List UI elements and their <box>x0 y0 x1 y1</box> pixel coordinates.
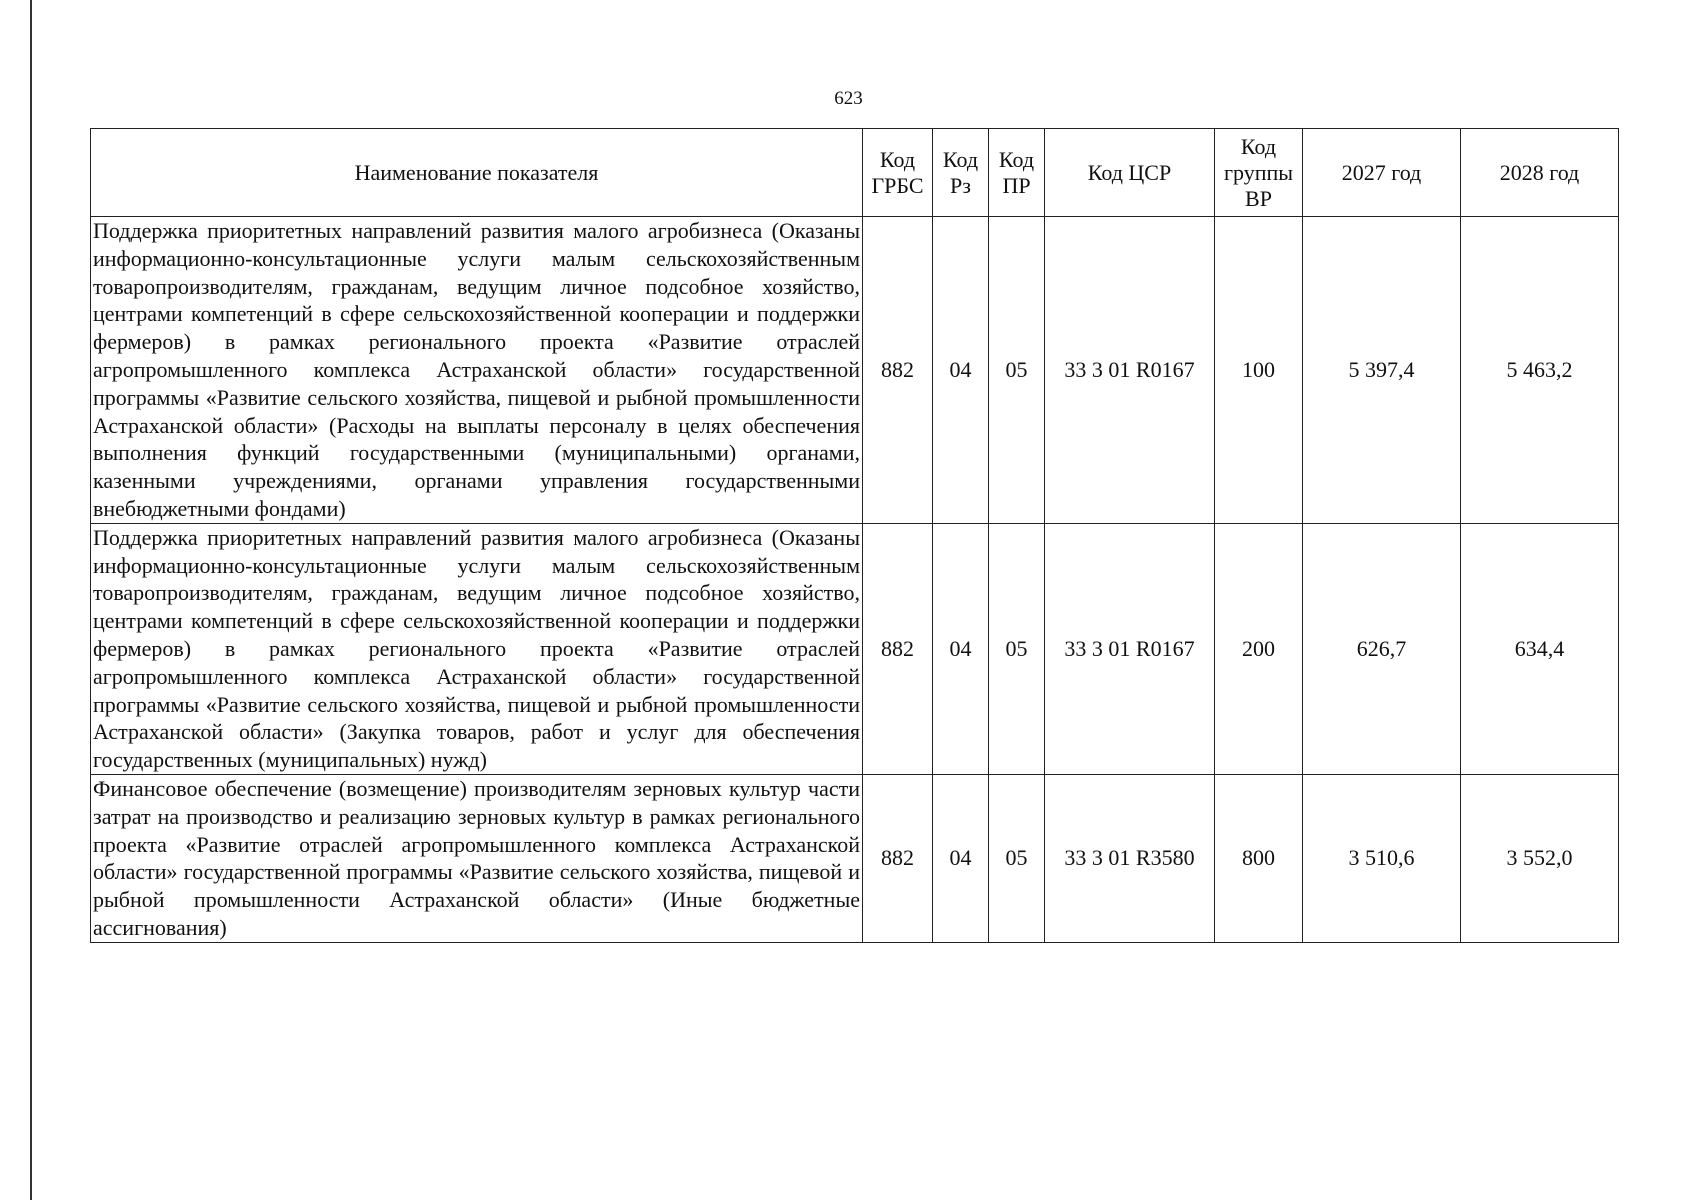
cell-name: Поддержка приоритетных направлений развития малого агробизнеса (Оказаны информационно-консультационные услуги малым сельскохозяйственным товаропроизводителям, гражданам, ведущим личное подсобное хозяйство, центрами компетенций в сфере сельскохозяйственной кооперации и поддержки фермеров) в рамках регионального проекта «Развитие отраслей агропромышленного комплекса Астраханской области» государственной программы «Развитие сельского хозяйства, пищевой и рыбной промышленности Астраханской области» (Закупка товаров, работ и услуг для обеспечения государственных (муниципальных) нужд) <box>91 523 863 774</box>
cell-rz: 04 <box>933 523 989 774</box>
cell-2027: 5 397,4 <box>1303 217 1461 524</box>
cell-2027: 3 510,6 <box>1303 774 1461 942</box>
page-number: 623 <box>834 88 863 109</box>
table-header-row <box>91 129 1619 217</box>
cell-csr: 33 3 01 R0167 <box>1045 217 1215 524</box>
table-row <box>91 774 1619 942</box>
cell-vr: 800 <box>1215 774 1303 942</box>
cell-2028: 3 552,0 <box>1461 774 1619 942</box>
table-row <box>91 217 1619 524</box>
header-grbs: Код ГРБС <box>863 129 933 217</box>
header-2027: 2027 год <box>1303 129 1461 217</box>
cell-name: Финансовое обеспечение (возмещение) производителям зерновых культур части затрат на производство и реализацию зерновых культур в рамках регионального проекта «Развитие отраслей агропромышленного комплекса Астраханской области» государственной программы «Развитие сельского хозяйства, пищевой и рыбной промышленности Астраханской области» (Иные бюджетные ассигнования) <box>91 774 863 942</box>
header-rz: Код Рз <box>933 129 989 217</box>
cell-2028: 5 463,2 <box>1461 217 1619 524</box>
cell-vr: 200 <box>1215 523 1303 774</box>
cell-2027: 626,7 <box>1303 523 1461 774</box>
cell-grbs: 882 <box>863 774 933 942</box>
cell-grbs: 882 <box>863 217 933 524</box>
cell-csr: 33 3 01 R3580 <box>1045 774 1215 942</box>
cell-grbs: 882 <box>863 523 933 774</box>
cell-pr: 05 <box>989 774 1045 942</box>
cell-rz: 04 <box>933 774 989 942</box>
cell-csr: 33 3 01 R0167 <box>1045 523 1215 774</box>
cell-2028: 634,4 <box>1461 523 1619 774</box>
header-vr: Код группы ВР <box>1215 129 1303 217</box>
binding-margin-line <box>30 0 32 1200</box>
header-2028: 2028 год <box>1461 129 1619 217</box>
cell-name: Поддержка приоритетных направлений развития малого агробизнеса (Оказаны информационно-консультационные услуги малым сельскохозяйственным товаропроизводителям, гражданам, ведущим личное подсобное хозяйство, центрами компетенций в сфере сельскохозяйственной кооперации и поддержки фермеров) в рамках регионального проекта «Развитие отраслей агропромышленного комплекса Астраханской области» государственной программы «Развитие сельского хозяйства, пищевой и рыбной промышленности Астраханской области» (Расходы на выплаты персоналу в целях обеспечения выполнения функций государственными (муниципальными) органами, казенными учреждениями, органами управления государственными внебюджетными фондами) <box>91 217 863 524</box>
header-pr: Код ПР <box>989 129 1045 217</box>
budget-table <box>90 128 1619 943</box>
header-csr: Код ЦСР <box>1045 129 1215 217</box>
header-name: Наименование показателя <box>91 129 863 217</box>
table-row <box>91 523 1619 774</box>
cell-vr: 100 <box>1215 217 1303 524</box>
cell-pr: 05 <box>989 217 1045 524</box>
cell-rz: 04 <box>933 217 989 524</box>
cell-pr: 05 <box>989 523 1045 774</box>
